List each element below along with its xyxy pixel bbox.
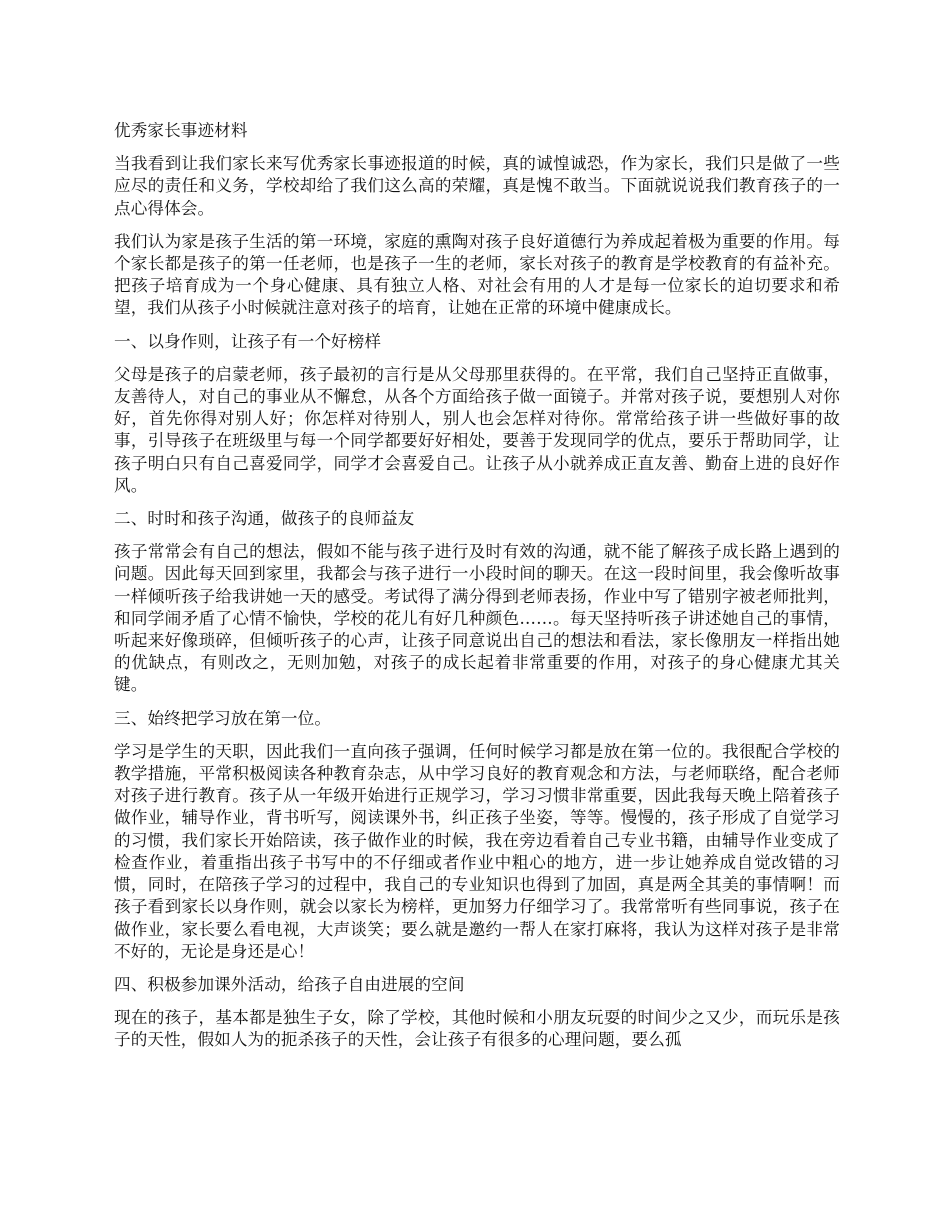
intro-paragraph-2: 我们认为家是孩子生活的第一环境，家庭的熏陶对孩子良好道德行为养成起着极为重要的作用。每个家长都是孩子的第一任老师，也是孩子一生的老师，家长对孩子的教育是学校教育的有益补充。把孩子培育成为一个身心健康、具有独立人格、对社会有用的人才是每一位家长的迫切要求和希望，我们从孩子小时候就注意对孩子的培育，让她在正常的环境中健康成长。: [114, 231, 840, 318]
section-heading-4: 四、积极参加课外活动，给孩子自由进展的空间: [114, 974, 465, 994]
section-heading-1: 一、以身作则，让孩子有一个好榜样: [114, 331, 382, 351]
section-body-3: 学习是学生的天职，因此我们一直向孩子强调，任何时候学习都是放在第一位的。我很配合学校的教学措施，平常积极阅读各种教育杂志，从中学习良好的教育观念和方法，与老师联络，配合老师对孩子进行教育。孩子从一年级开始进行正规学习，学习习惯非常重要，因此我每天晚上陪着孩子做作业，辅导作业，背书听写，阅读课外书，纠正孩子坐姿，等等。慢慢的，孩子形成了自觉学习的习惯，我们家长开始陪读，孩子做作业的时候，我在旁边看着自己专业书籍，由辅导作业变成了检查作业，着重指出孩子书写中的不仔细或者作业中粗心的地方，进一步让她养成自觉改错的习惯，同时，在陪孩子学习的过程中，我自己的专业知识也得到了加固，真是两全其美的事情啊！而孩子看到家长以身作则，就会以家长为榜样，更加努力仔细学习了。我常常听有些同事说，孩子在做作业，家长要么看电视，大声谈笑；要么就是邀约一帮人在家打麻将，我认为这样对孩子是非常不好的，无论是身还是心！: [114, 741, 840, 961]
section-heading-3: 三、始终把学习放在第一位。: [114, 708, 332, 728]
document-title: 优秀家长事迹材料: [114, 121, 248, 140]
intro-paragraph-1: 当我看到让我们家长来写优秀家长事迹报道的时候，真的诚惶诚恐，作为家长，我们只是做了一些应尽的责任和义务，学校却给了我们这么高的荣耀，真是愧不敢当。下面就说说我们教育孩子的一点心得体会。: [114, 154, 840, 218]
section-body-1: 父母是孩子的启蒙老师，孩子最初的言行是从父母那里获得的。在平常，我们自己坚持正直做事，友善待人，对自己的事业从不懈怠，从各个方面给孩子做一面镜子。并常对孩子说，要想别人对你好，首先你得对别人好；你怎样对待别人，别人也会怎样对待你。常常给孩子讲一些做好事的故事，引导孩子在班级里与每一个同学都要好好相处，要善于发现同学的优点，要乐于帮助同学，让孩子明白只有自己喜爱同学，同学才会喜爱自己。让孩子从小就养成正直友善、勤奋上进的良好作风。: [114, 364, 840, 495]
section-body-2: 孩子常常会有自己的想法，假如不能与孩子进行及时有效的沟通，就不能了解孩子成长路上遇到的问题。因此每天回到家里，我都会与孩子进行一小段时间的聊天。在这一段时间里，我会像听故事一样倾听孩子给我讲她一天的感受。考试得了满分得到老师表扬，作业中写了错别字被老师批判，和同学闹矛盾了心情不愉快，学校的花儿有好几种颜色……。每天坚持听孩子讲述她自己的事情，听起来好像琐碎，但倾听孩子的心声，让孩子同意说出自己的想法和看法，家长像朋友一样指出她的优缺点，有则改之，无则加勉，对孩子的成长起着非常重要的作用，对孩子的身心健康尤其关键。: [114, 542, 840, 695]
section-heading-2: 二、时时和孩子沟通，做孩子的良师益友: [114, 509, 415, 529]
document-page: [114, 120, 840, 1063]
section-body-4: 现在的孩子，基本都是独生子女，除了学校，其他时候和小朋友玩耍的时间少之又少，而玩乐是孩子的天性，假如人为的扼杀孩子的天性，会让孩子有很多的心理问题，要么孤: [114, 1008, 840, 1050]
